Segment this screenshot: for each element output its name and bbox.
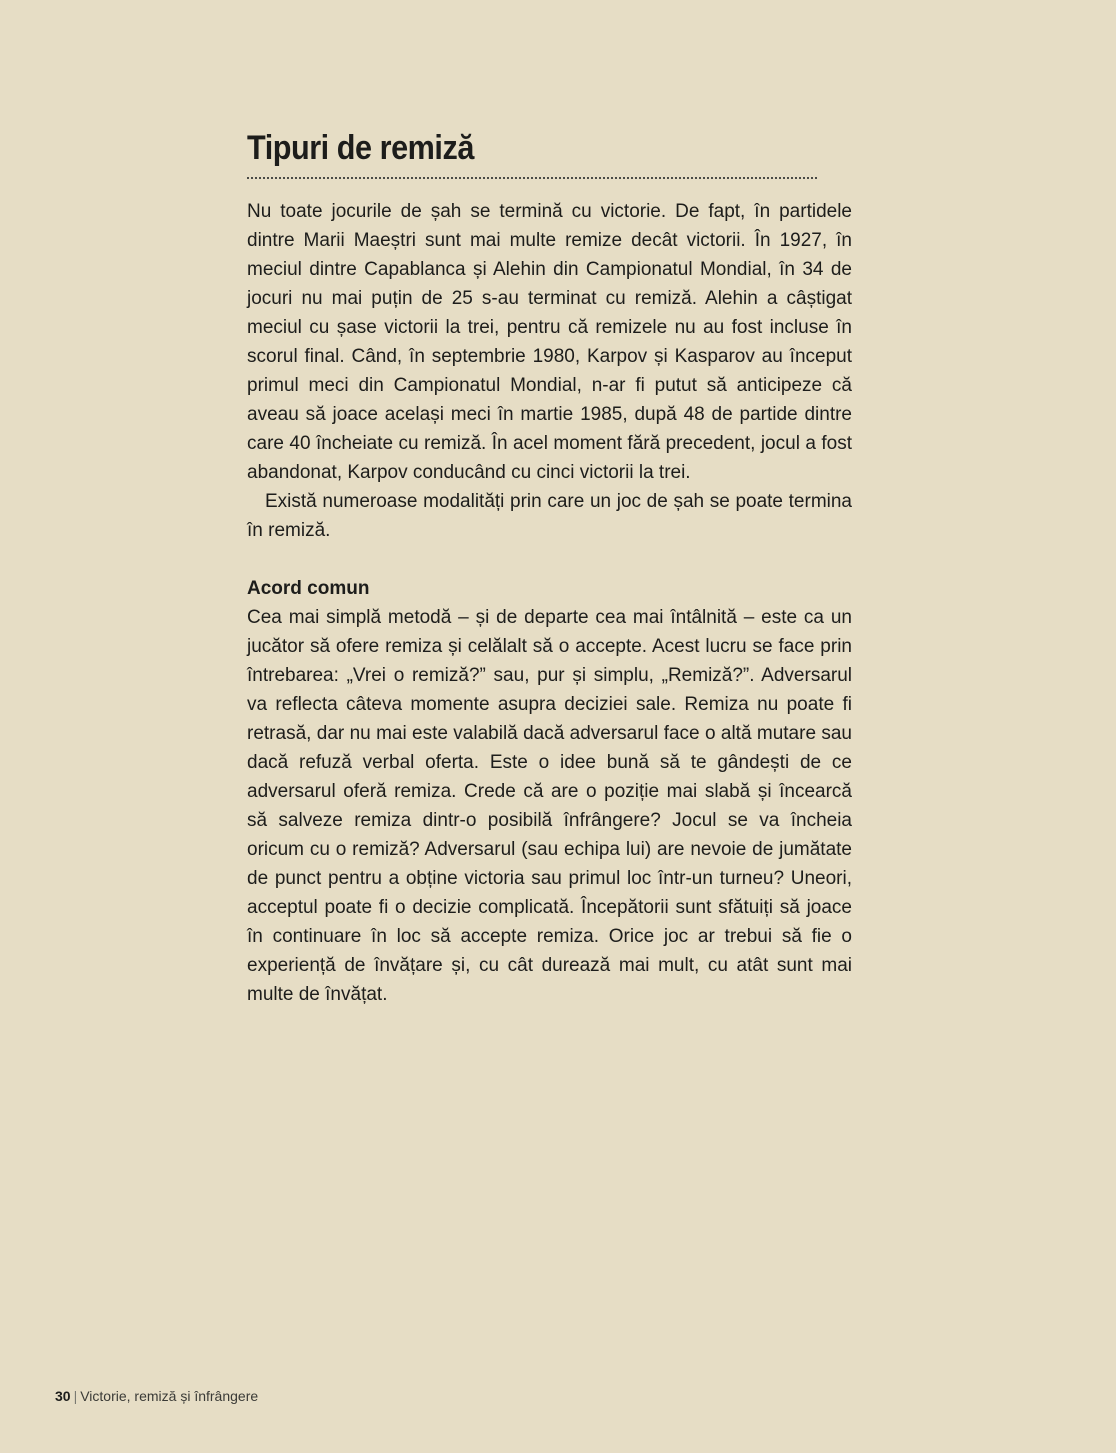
page-content	[247, 122, 852, 1009]
intro-paragraph-1: Nu toate jocurile de șah se termină cu victorie. De fapt, în partidele dintre Marii Maeștri sunt mai multe remize decât victorii. În 1927, în meciul dintre Capablanca și Alehin din Campionatul Mondial, în 34 de jocuri nu mai puțin de 25 s-au terminat cu remiză. Alehin a câștigat meciul cu șase victorii la trei, pentru că remizele nu au fost incluse în scorul final. Când, în septembrie 1980, Karpov și Kasparov au început primul meci din Campionatul Mondial, n-ar fi putut să anticipeze că aveau să joace același meci în martie 1985, după 48 de partide dintre care 40 încheiate cu remiză. În acel moment fără precedent, jocul a fost abandonat, Karpov conducând cu cinci victorii la trei.	[247, 201, 852, 483]
page-title: Tipuri de remiză	[247, 129, 474, 167]
intro-paragraph-2: Există numeroase modalități prin care un joc de șah se poate termina în remiză.	[247, 491, 852, 541]
chapter-title: Victorie, remiză și înfrângere	[80, 1388, 259, 1404]
section-heading: Acord comun	[247, 578, 370, 599]
title-divider	[247, 177, 817, 179]
page-number: 30	[55, 1388, 71, 1404]
section-paragraph: Cea mai simplă metodă – și de departe cea mai întâlnită – este ca un jucător să ofere remiza și celălalt să o accepte. Acest lucru se face prin întrebarea: „Vrei o remiză?” sau, pur și simplu, „Remiză?”. Adversarul va reflecta câteva momente asupra deciziei sale. Remiza nu poate fi retrasă, dar nu mai este valabilă dacă adversarul face o altă mutare sau dacă refuză verbal oferta. Este o idee bună să te gândești de ce adversarul oferă remiza. Crede că are o poziție mai slabă și încearcă să salveze remiza dintr-o posibilă înfrângere? Jocul se va încheia oricum cu o remiză? Adversarul (sau echipa lui) are nevoie de jumătate de punct pentru a obține victoria sau primul loc într-un turneu? Uneori, acceptul poate fi o decizie complicată. Începătorii sunt sfătuiți să joace în continuare în loc să accepte remiza. Orice joc ar trebui să fie o experiență de învățare și, cu cât durează mai mult, cu atât sunt mai multe de învățat.	[247, 607, 852, 1005]
page-footer	[55, 1386, 258, 1406]
footer-separator: |	[73, 1388, 78, 1404]
